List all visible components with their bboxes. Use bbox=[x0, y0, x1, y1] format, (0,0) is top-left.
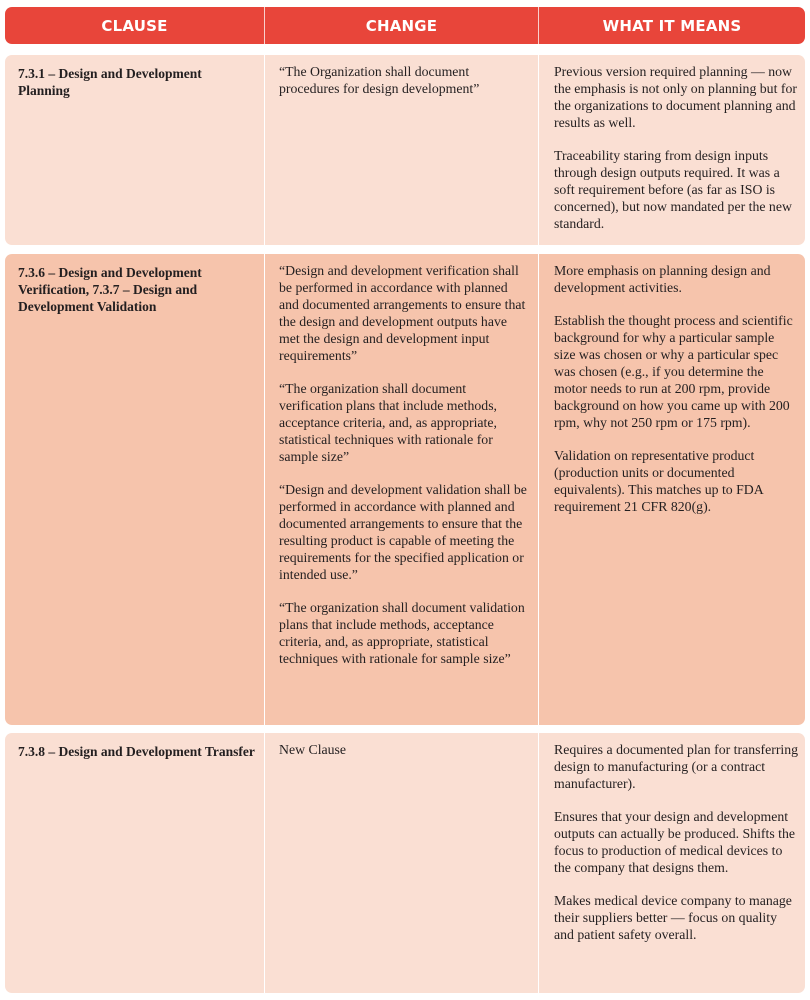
change-paragraph: New Clause bbox=[279, 742, 347, 757]
means-cell bbox=[538, 733, 805, 993]
clause-cell bbox=[5, 254, 264, 725]
header-clause: CLAUSE bbox=[101, 16, 168, 35]
change-cell bbox=[264, 733, 538, 993]
clause-text: 7.3.8 – Design and Development Transfer bbox=[18, 744, 255, 759]
header-change: CHANGE bbox=[264, 7, 538, 44]
means-cell bbox=[538, 254, 805, 725]
change-cell bbox=[264, 55, 538, 245]
means-paragraph: Traceability staring from design inputs through design outputs required. It was a soft requirement before (as far as ISO is concerned), but now mandated per the new standard. bbox=[554, 148, 792, 231]
means-paragraph: Previous version required planning — now the emphasis is not only on planning but for the organizations to document planning and results as well. bbox=[554, 64, 797, 130]
change-paragraph: “Design and development validation shall be performed in accordance with planned and documented arrangements to ensure that the resulting product is capable of meeting the requirements for the specified application or intended use.” bbox=[279, 481, 527, 582]
table-row bbox=[5, 733, 805, 993]
change-paragraph: “The organization shall document validation plans that include methods, acceptance criteria, and, as appropriate, statistical techniques with rationale for sample size” bbox=[279, 599, 525, 666]
table-row bbox=[5, 254, 805, 725]
means-paragraph: Makes medical device company to manage their suppliers better — focus on quality and patient safety overall. bbox=[554, 893, 792, 943]
clause-text: 7.3.1 – Design and Development Planning bbox=[18, 66, 202, 98]
change-paragraph: “Design and development verification shall be performed in accordance with planned and documented arrangements to ensure that the design and development outputs have met the design and development input requirements” bbox=[279, 263, 526, 363]
change-paragraph: “The Organization shall document procedures for design development” bbox=[279, 64, 480, 96]
change-paragraph: “The organization shall document verification plans that include methods, acceptance criteria, and, as appropriate, statistical techniques with rationale for sample size” bbox=[279, 380, 498, 464]
table-header bbox=[5, 7, 805, 44]
clause-cell bbox=[5, 55, 264, 245]
means-paragraph: Validation on representative product (production units or documented equivalents). This matches up to FDA requirement 21 CFR 820(g). bbox=[554, 448, 763, 514]
means-paragraph: More emphasis on planning design and development activities. bbox=[554, 263, 771, 295]
change-cell bbox=[264, 254, 538, 725]
table-row bbox=[5, 55, 805, 245]
clause-cell bbox=[5, 733, 264, 993]
means-paragraph: Ensures that your design and development outputs can actually be produced. Shifts the focus to production of medical devices to the company that designs them. bbox=[554, 809, 796, 875]
means-cell bbox=[538, 55, 805, 245]
means-paragraph: Requires a documented plan for transferring design to manufacturing (or a contract manufacturer). bbox=[554, 742, 799, 791]
clause-text: 7.3.6 – Design and Development Verification, 7.3.7 – Design and Development Validation bbox=[18, 265, 202, 314]
means-paragraph: Establish the thought process and scientific background for why a particular sample size was chosen or why a particular spec was chosen (e.g., if you determine the motor needs to run at 200 rpm, provide background on how you came up with 200 rpm, why not 250 rpm or 175 rpm). bbox=[554, 313, 793, 430]
header-what-it-means: WHAT IT MEANS bbox=[538, 7, 805, 44]
